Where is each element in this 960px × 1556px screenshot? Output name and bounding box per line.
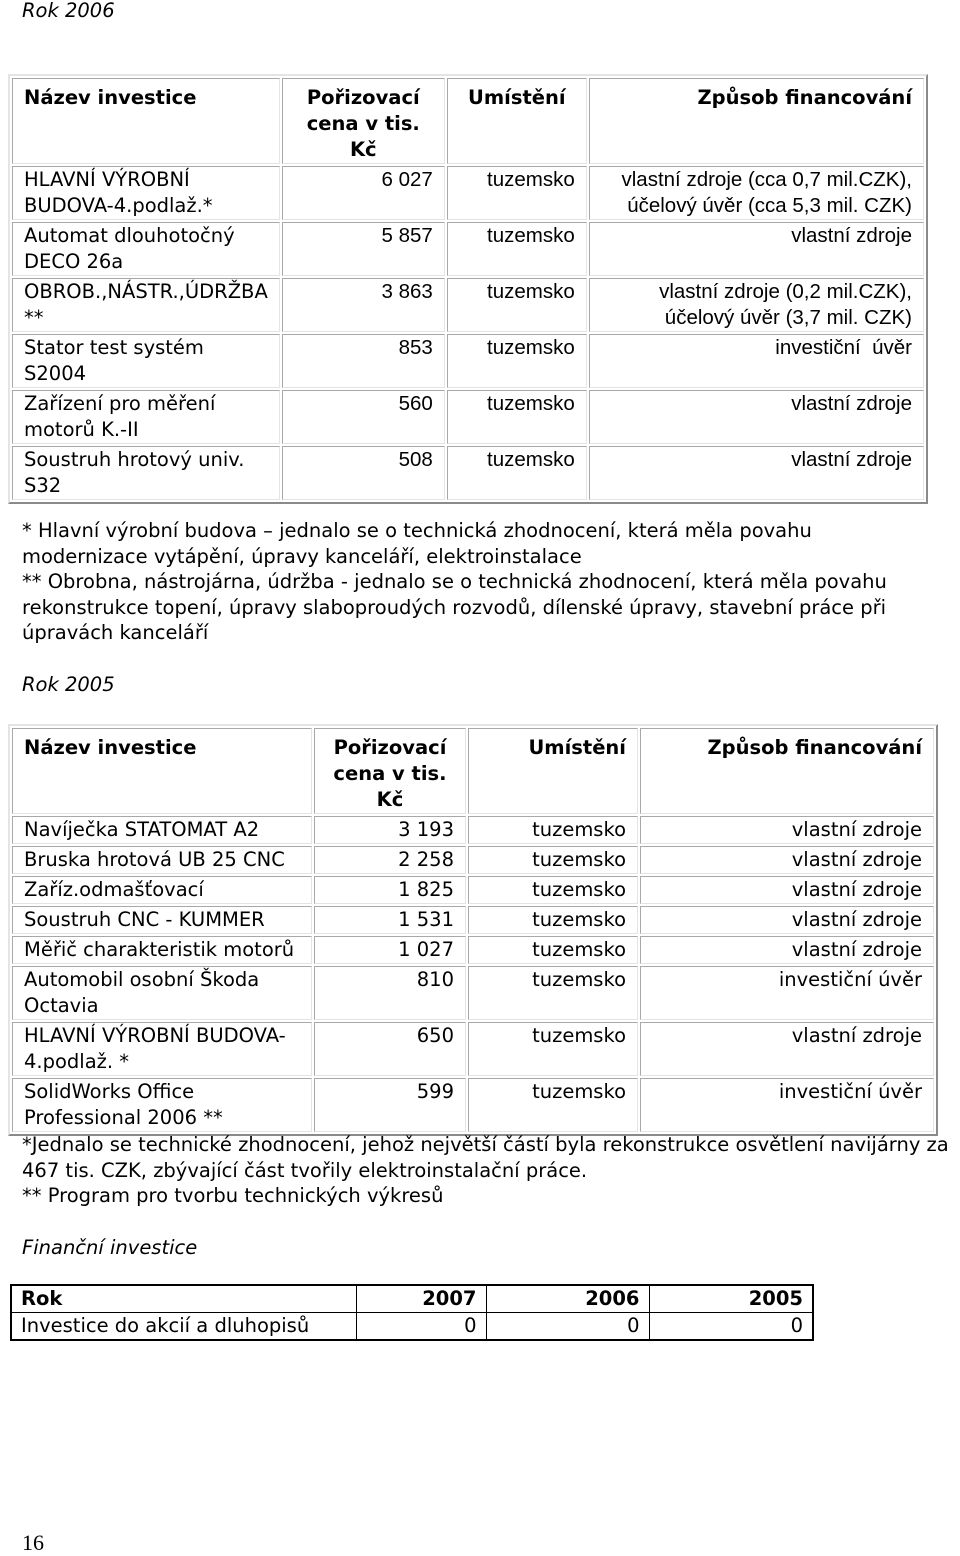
cell-name: Zaříz.odmašťovací — [12, 876, 312, 904]
table-row — [12, 446, 924, 500]
table-row — [12, 1022, 934, 1076]
table-row — [12, 906, 934, 934]
cell-location: tuzemsko — [468, 1022, 638, 1076]
cell-financing: vlastní zdroje (cca 0,7 mil.CZK), účelový úvěr (cca 5,3 mil. CZK) — [589, 166, 924, 220]
cell-price: 810 — [314, 966, 466, 1020]
section-title-financial: Finanční investice — [22, 1236, 198, 1259]
cell-financing: investiční úvěr — [640, 1078, 934, 1132]
header-2005: 2005 — [649, 1285, 813, 1313]
cell-price: 5 857 — [282, 222, 445, 276]
table-row — [12, 966, 934, 1020]
header-price: Pořizovací cena v tis. Kč — [282, 78, 445, 164]
table-row — [12, 334, 924, 388]
cell-location: tuzemsko — [468, 966, 638, 1020]
section-title-2006: Rok 2006 — [22, 0, 115, 22]
cell-location: tuzemsko — [468, 816, 638, 844]
cell-location: tuzemsko — [447, 278, 587, 332]
cell-financing: vlastní zdroje — [640, 876, 934, 904]
cell-price: 853 — [282, 334, 445, 388]
note-2006-1: * Hlavní výrobní budova – jednalo se o technická zhodnocení, která měla povahu modernizace vytápění, úpravy kanceláří, elektroinstalace — [22, 519, 812, 568]
header-2006: 2006 — [486, 1285, 649, 1313]
header-name: Název investice — [12, 728, 312, 814]
cell-name: OBROB.,NÁSTR.,ÚDRŽBA ** — [12, 278, 280, 332]
table-header-row — [12, 728, 934, 814]
table-header-row — [12, 78, 924, 164]
cell-name: HLAVNÍ VÝROBNÍ BUDOVA-4.podlaž. * — [12, 1022, 312, 1076]
note-2005-1: *Jednalo se technické zhodnocení, jehož největší částí byla rekonstrukce osvětlení navijárny za 467 tis. CZK, zbývající část tvořily elektroinstalační práce. — [22, 1133, 949, 1182]
header-name: Název investice — [12, 78, 280, 164]
cell-location: tuzemsko — [468, 1078, 638, 1132]
cell-location: tuzemsko — [468, 846, 638, 874]
cell-price: 1 027 — [314, 936, 466, 964]
cell-financing: vlastní zdroje — [640, 816, 934, 844]
page-number: 16 — [22, 1530, 44, 1555]
cell-name: Měřič charakteristik motorů — [12, 936, 312, 964]
header-location: Umístění — [468, 728, 638, 814]
table-row — [12, 390, 924, 444]
table-row — [12, 936, 934, 964]
header-price: Pořizovací cena v tis. Kč — [314, 728, 466, 814]
table-row — [12, 166, 924, 220]
cell-price: 1 531 — [314, 906, 466, 934]
cell-financing: investiční úvěr — [589, 334, 924, 388]
cell-price: 2 258 — [314, 846, 466, 874]
cell-2005: 0 — [649, 1313, 813, 1341]
cell-location: tuzemsko — [468, 876, 638, 904]
cell-location: tuzemsko — [468, 906, 638, 934]
table-row — [12, 816, 934, 844]
cell-price: 560 — [282, 390, 445, 444]
cell-price: 599 — [314, 1078, 466, 1132]
cell-price: 3 193 — [314, 816, 466, 844]
cell-price: 6 027 — [282, 166, 445, 220]
cell-name: SolidWorks Office Professional 2006 ** — [12, 1078, 312, 1132]
cell-price: 508 — [282, 446, 445, 500]
cell-location: tuzemsko — [447, 446, 587, 500]
cell-price: 1 825 — [314, 876, 466, 904]
cell-price: 650 — [314, 1022, 466, 1076]
table-header-row — [11, 1285, 813, 1313]
cell-location: tuzemsko — [447, 390, 587, 444]
cell-name: Automobil osobní Škoda Octavia — [12, 966, 312, 1020]
cell-financing: vlastní zdroje — [640, 846, 934, 874]
investments-2006-table — [8, 74, 928, 504]
cell-financing: vlastní zdroje — [589, 446, 924, 500]
cell-name: Zařízení pro měření motorů K.-II — [12, 390, 280, 444]
cell-name: Navíječka STATOMAT A2 — [12, 816, 312, 844]
section-title-2005: Rok 2005 — [22, 673, 115, 696]
cell-name: Soustruh hrotový univ. S32 — [12, 446, 280, 500]
investments-2005-table — [8, 724, 938, 1136]
header-2007: 2007 — [356, 1285, 486, 1313]
cell-2006: 0 — [486, 1313, 649, 1341]
cell-financing: vlastní zdroje — [640, 906, 934, 934]
cell-price: 3 863 — [282, 278, 445, 332]
cell-location: tuzemsko — [468, 936, 638, 964]
financial-investments-table — [10, 1284, 814, 1341]
table-row — [11, 1313, 813, 1341]
cell-2007: 0 — [356, 1313, 486, 1341]
cell-name: HLAVNÍ VÝROBNÍ BUDOVA-4.podlaž.* — [12, 166, 280, 220]
table-row — [12, 222, 924, 276]
cell-financing: vlastní zdroje — [589, 222, 924, 276]
cell-label: Investice do akcií a dluhopisů — [11, 1313, 356, 1341]
cell-financing: vlastní zdroje — [640, 936, 934, 964]
cell-financing: investiční úvěr — [640, 966, 934, 1020]
note-2005-2: ** Program pro tvorbu technických výkresů — [22, 1184, 444, 1207]
table-row — [12, 846, 934, 874]
header-financing: Způsob financování — [589, 78, 924, 164]
cell-name: Bruska hrotová UB 25 CNC — [12, 846, 312, 874]
note-2006-2: ** Obrobna, nástrojárna, údržba - jednalo se o technická zhodnocení, která měla povahu rekonstrukce topení, úpravy slaboproudých rozvodů, dílenské úpravy, stavební práce při úpravách kanceláří — [22, 570, 887, 645]
table-row — [12, 1078, 934, 1132]
table-row — [12, 278, 924, 332]
table-row — [12, 876, 934, 904]
cell-financing: vlastní zdroje — [640, 1022, 934, 1076]
cell-location: tuzemsko — [447, 222, 587, 276]
header-year: Rok — [11, 1285, 356, 1313]
cell-name: Stator test systém S2004 — [12, 334, 280, 388]
cell-location: tuzemsko — [447, 334, 587, 388]
header-location: Umístění — [447, 78, 587, 164]
cell-financing: vlastní zdroje (0,2 mil.CZK), účelový úvěr (3,7 mil. CZK) — [589, 278, 924, 332]
cell-location: tuzemsko — [447, 166, 587, 220]
cell-name: Soustruh CNC - KUMMER — [12, 906, 312, 934]
header-financing: Způsob financování — [640, 728, 934, 814]
cell-name: Automat dlouhotočný DECO 26a — [12, 222, 280, 276]
cell-financing: vlastní zdroje — [589, 390, 924, 444]
